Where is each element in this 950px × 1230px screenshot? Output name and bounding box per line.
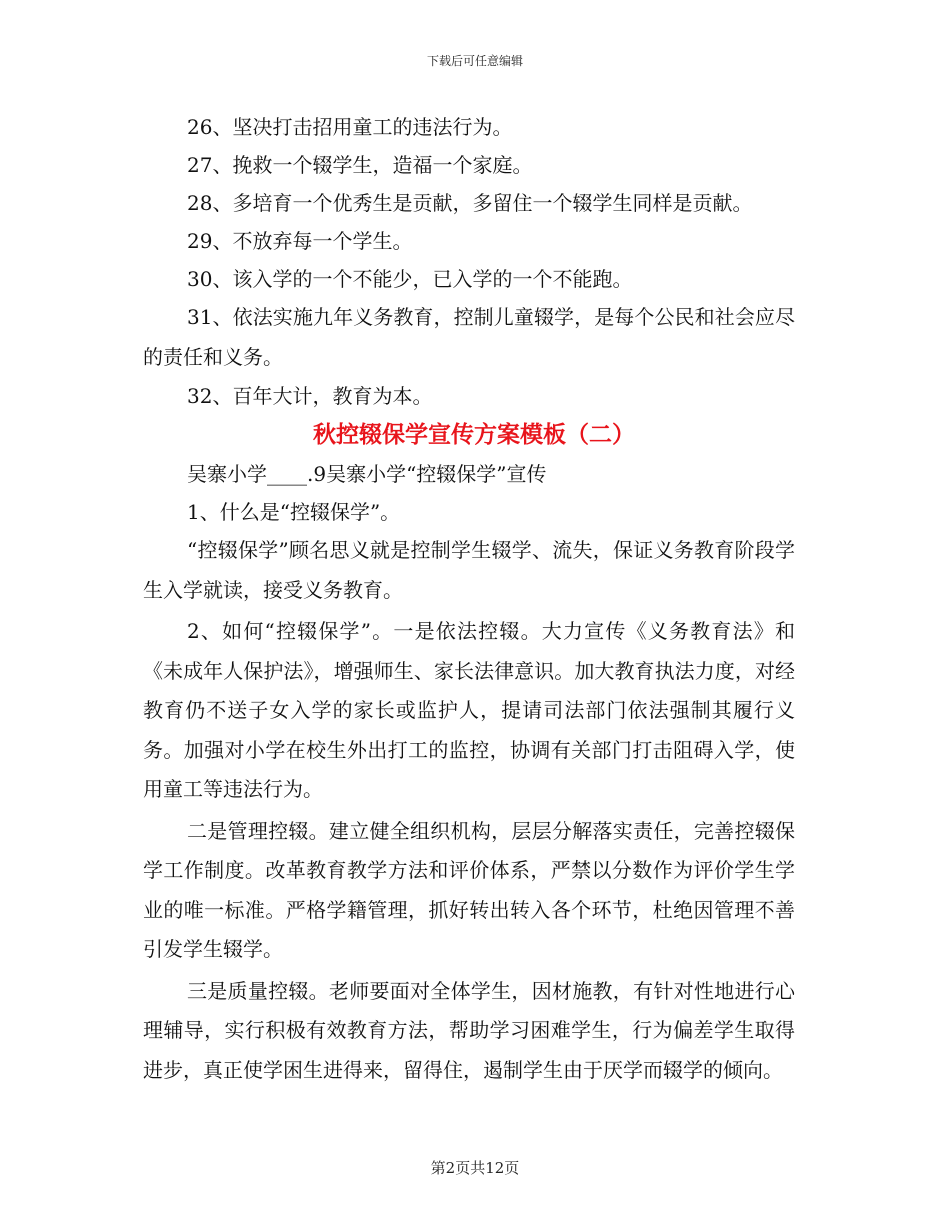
question-heading: 1、什么是“控辍保学”。 bbox=[187, 500, 401, 524]
body-paragraph: 二是管理控辍。建立健全组织机构，层层分解落实责任，完善控辍保学工作制度。改革教育教学方法和评价体系，严禁以分数作为评价学生学业的唯一标准。严格学籍管理，抓好转出转入各个环节，杜绝因管理不善引发学生辍学。 bbox=[143, 818, 795, 961]
list-item: 28、多培育一个优秀生是贡献，多留住一个辍学生同样是贡献。 bbox=[187, 191, 753, 215]
page-header: 下载后可任意编辑 bbox=[426, 54, 523, 68]
section-title: 秋控辍保学宣传方案模板（二） bbox=[313, 421, 635, 448]
list-item: 31、依法实施九年义务教育，控制儿童辍学，是每个公民和社会应尽的责任和义务。 bbox=[143, 305, 795, 369]
body-paragraph: 三是质量控辍。老师要面对全体学生，因材施教，有针对性地进行心理辅导，实行积极有效教育方法，帮助学习困难学生，行为偏差学生取得进步，真正使学困生进得来，留得住，遏制学生由于厌学而辍学的倾向。 bbox=[143, 978, 795, 1082]
page-footer: 第2页共12页 bbox=[430, 1159, 520, 1177]
list-item: 32、百年大计，教育为本。 bbox=[187, 384, 433, 408]
list-item: 26、坚决打击招用童工的违法行为。 bbox=[187, 115, 513, 139]
list-item: 30、该入学的一个不能少，已入学的一个不能跑。 bbox=[187, 267, 633, 291]
document-body bbox=[143, 108, 795, 1090]
list-item: 29、不放弃每一个学生。 bbox=[187, 229, 413, 253]
section-subtitle: 吴寨小学____.9吴寨小学“控辍保学”宣传 bbox=[187, 462, 547, 486]
answer-paragraph: “控辍保学”顾名思义就是控制学生辍学、流失，保证义务教育阶段学生入学就读，接受义务教育。 bbox=[143, 538, 795, 602]
question-paragraph: 2、如何“控辍保学”。一是依法控辍。大力宣传《义务教育法》和《未成年人保护法》，增强师生、家长法律意识。加大教育执法力度，对经教育仍不送子女入学的家长或监护人，提请司法部门依法强制其履行义务。加强对小学在校生外出打工的监控，协调有关部门打击阻碍入学，使用童工等违法行为。 bbox=[143, 619, 795, 801]
list-item: 27、挽救一个辍学生，造福一个家庭。 bbox=[187, 153, 533, 177]
